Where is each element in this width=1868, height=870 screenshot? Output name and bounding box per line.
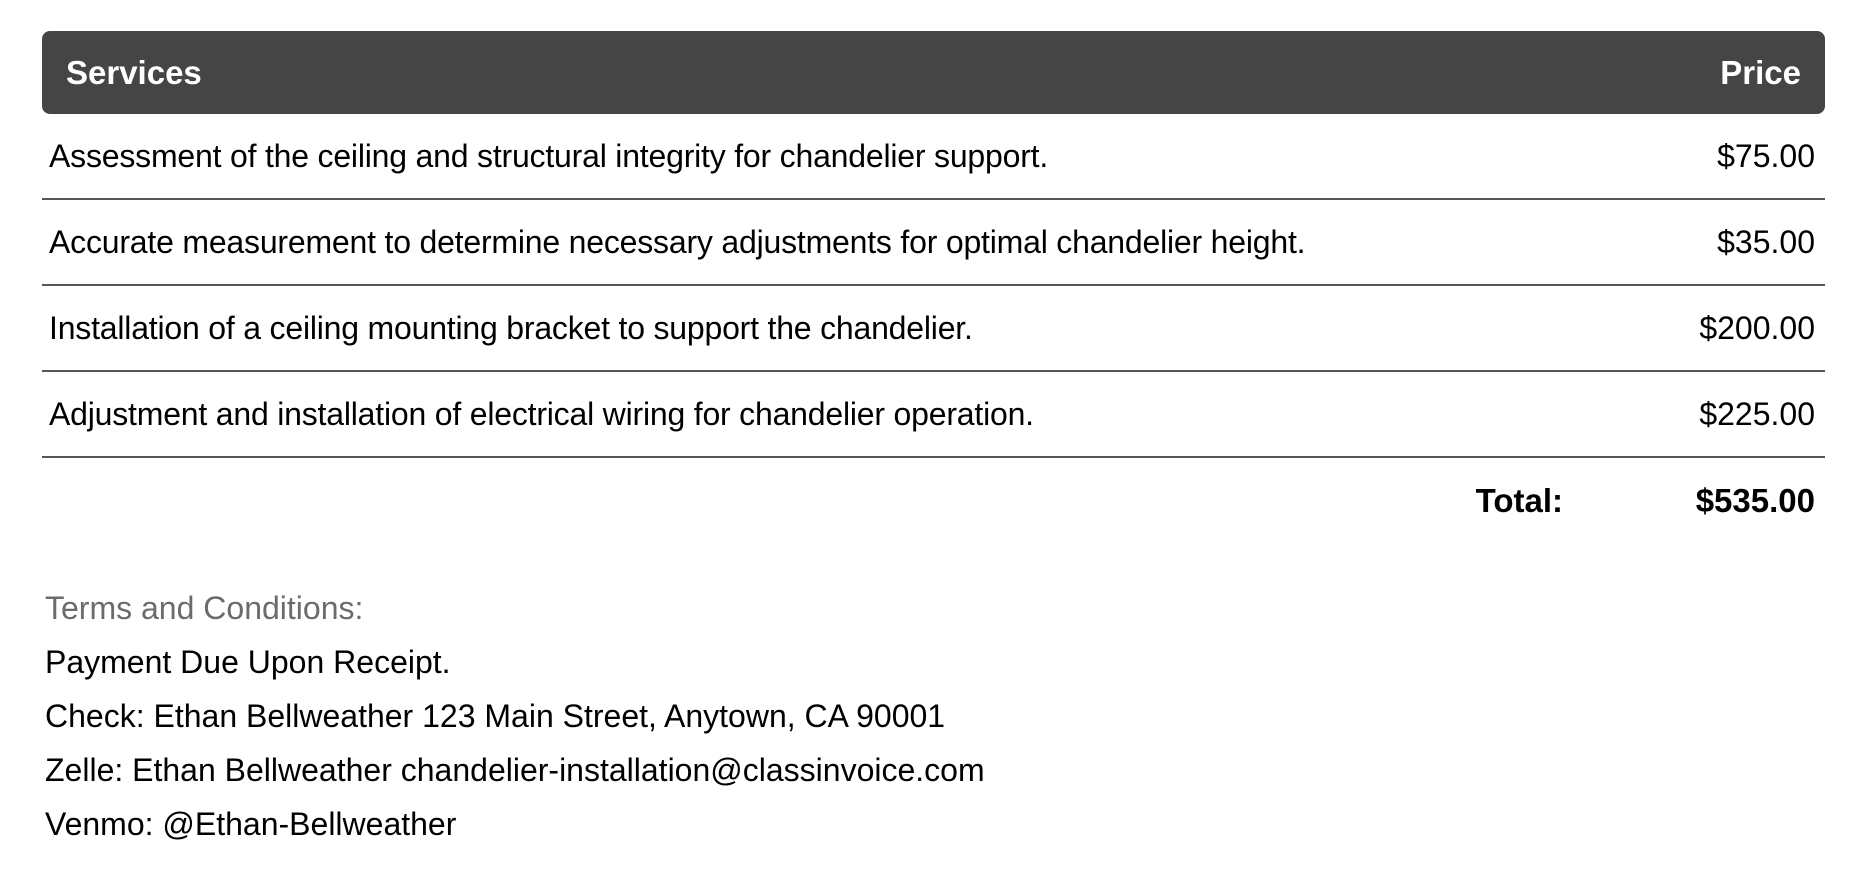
services-table bbox=[42, 31, 1825, 544]
table-row bbox=[42, 114, 1825, 200]
total-row bbox=[42, 458, 1825, 544]
header-price: Price bbox=[1720, 53, 1801, 91]
service-price: $200.00 bbox=[1699, 309, 1815, 346]
terms-venmo: Venmo: @Ethan-Bellweather bbox=[45, 806, 457, 842]
service-price: $75.00 bbox=[1717, 137, 1815, 174]
total-value: $535.00 bbox=[1695, 482, 1815, 519]
service-description: Accurate measurement to determine necessary adjustments for optimal chandelier height. bbox=[49, 223, 1306, 260]
terms-section bbox=[45, 581, 985, 851]
table-row bbox=[42, 200, 1825, 286]
table-row bbox=[42, 286, 1825, 372]
service-price: $35.00 bbox=[1717, 223, 1815, 260]
terms-check: Check: Ethan Bellweather 123 Main Street, Anytown, CA 90001 bbox=[45, 698, 946, 734]
table-row bbox=[42, 372, 1825, 458]
service-description: Installation of a ceiling mounting bracket to support the chandelier. bbox=[49, 309, 973, 346]
service-description: Assessment of the ceiling and structural integrity for chandelier support. bbox=[49, 137, 1049, 174]
terms-zelle: Zelle: Ethan Bellweather chandelier-installation@classinvoice.com bbox=[45, 752, 985, 788]
total-label: Total: bbox=[1475, 482, 1563, 519]
header-services: Services bbox=[66, 53, 202, 91]
terms-heading: Terms and Conditions: bbox=[45, 590, 364, 626]
service-description: Adjustment and installation of electrical wiring for chandelier operation. bbox=[49, 395, 1034, 432]
terms-payment-due: Payment Due Upon Receipt. bbox=[45, 644, 451, 680]
service-price: $225.00 bbox=[1699, 395, 1815, 432]
table-header bbox=[42, 31, 1825, 114]
